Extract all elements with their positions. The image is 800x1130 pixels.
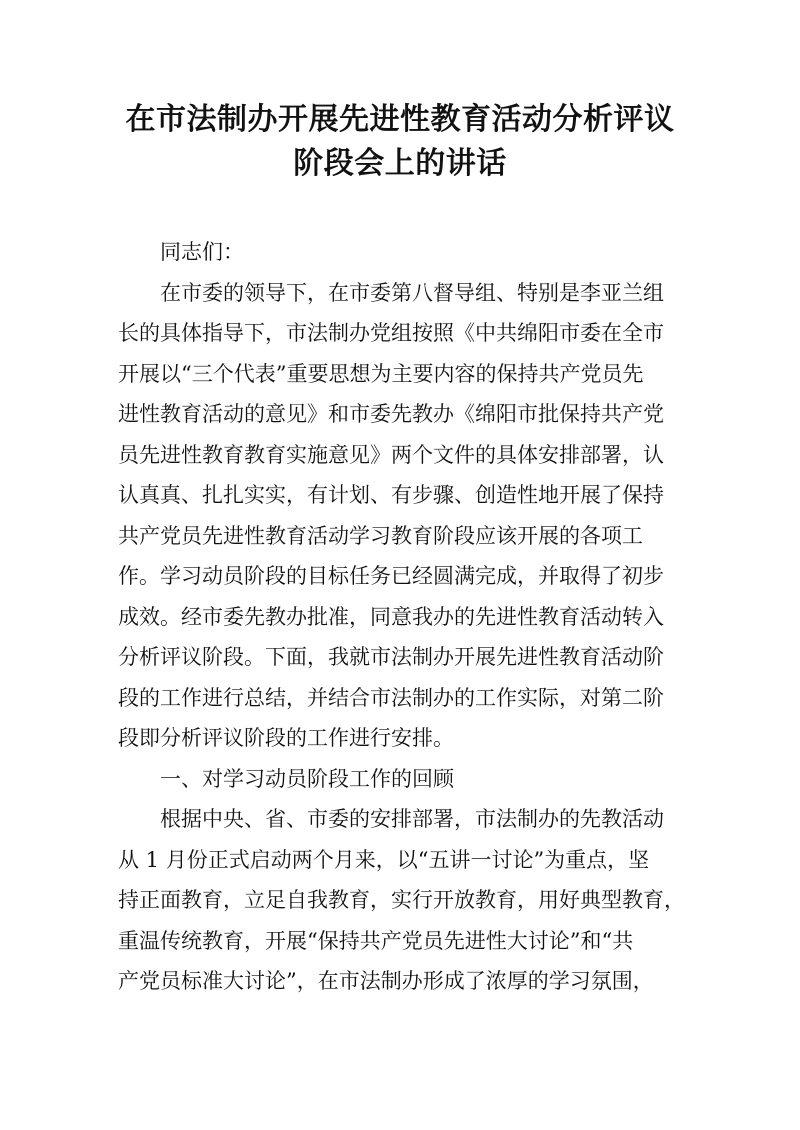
text-line: 在市委的领导下，在市委第八督导组、特别是李亚兰组 [160, 280, 664, 305]
text-line: 员先进性教育教育实施意见》两个文件的具体安排部署，认 [118, 442, 664, 467]
salutation: 同志们： [160, 240, 244, 264]
title-line: 阶段会上的讲话 [293, 146, 507, 181]
text-line: 开展以“三个代表”重要思想为主要内容的保持共产党员先 [118, 361, 644, 386]
text-line: 段即分析评议阶段的工作进行安排。 [118, 726, 454, 750]
text-line: 持正面教育，立足自我教育，实行开放教育，用好典型教育， [118, 888, 685, 912]
text-line: 共产党员先进性教育活动学习教育阶段应该开展的各项工 [118, 523, 643, 548]
document-body [118, 232, 686, 1002]
text-line: 重温传统教育，开展“保持共产党员先进性大讨论”和“共 [118, 928, 634, 953]
document-title [100, 98, 700, 186]
text-line: 长的具体指导下，市法制办党组按照《中共绵阳市委在全市 [118, 321, 664, 345]
paragraph-1 [118, 273, 686, 759]
text-line: 成效。经市委先教办批准，同意我办的先进性教育活动转入 [118, 604, 664, 629]
section-heading: 一、对学习动员阶段工作的回顾 [160, 766, 454, 791]
text-line: 作。学习动员阶段的目标任务已经圆满完成，并取得了初步 [118, 564, 664, 588]
paragraph-2 [118, 799, 686, 1002]
text-line: 产党员标准大讨论”，在市法制办形成了浓厚的学习氛围， [118, 969, 654, 993]
text-line: 分析评议阶段。下面，我就市法制办开展先进性教育活动阶 [118, 645, 664, 669]
text-line: 认真真、扎扎实实，有计划、有步骤、创造性地开展了保持 [118, 483, 664, 507]
title-line: 在市法制办开展先进性教育活动分析评议 [125, 102, 675, 137]
text-line: 根据中央、省、市委的安排部署，市法制办的先教活动 [160, 807, 664, 831]
text-line: 段的工作进行总结，并结合市法制办的工作实际，对第二阶 [118, 685, 664, 710]
text-line: 进性教育活动的意见》和市委先教办《绵阳市批保持共产党 [118, 402, 664, 426]
text-line: 从 1 月份正式启动两个月来，以“五讲一讨论”为重点，坚 [118, 847, 650, 872]
